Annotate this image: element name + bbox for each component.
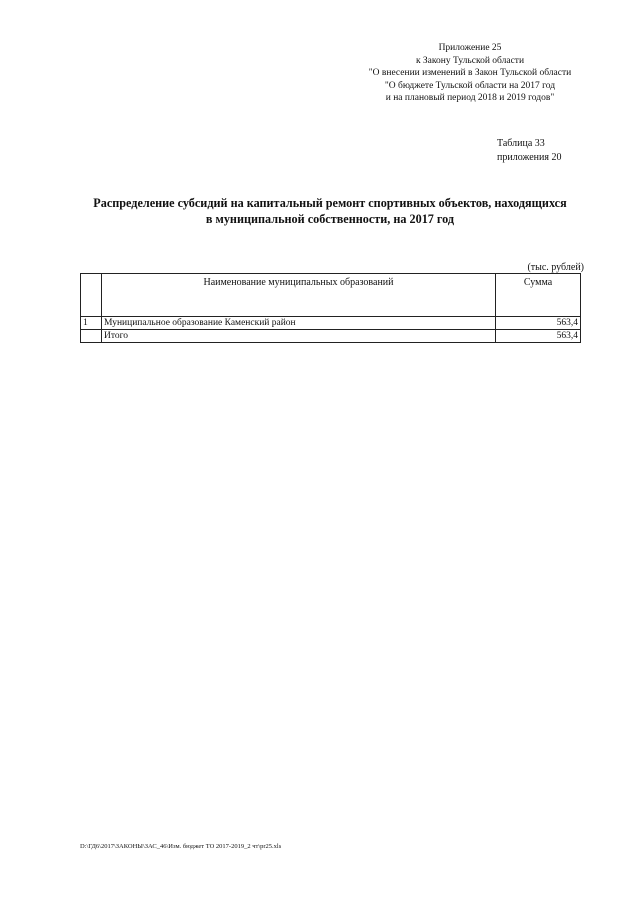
row-sum: 563,4: [496, 330, 581, 343]
appendix-number: приложения 20: [497, 151, 562, 163]
row-sum: 563,4: [496, 317, 581, 330]
subsidy-table: [80, 273, 581, 343]
table-header-row: [81, 274, 581, 317]
table-reference: [497, 137, 561, 164]
header-num: [81, 274, 102, 317]
units-label: (тыс. рублей): [527, 262, 584, 273]
table-total-row: [81, 330, 581, 343]
row-name: Итого: [102, 330, 496, 343]
appendix-line: "О внесении изменений в Закон Тульской области: [368, 68, 572, 78]
title-line: в муниципальной собственности, на 2017 год: [205, 212, 455, 226]
appendix-line: к Закону Тульской области: [415, 55, 525, 66]
header-name: Наименование муниципальных образований: [102, 274, 496, 317]
header-sum: Сумма: [496, 274, 581, 317]
document-title: [60, 195, 600, 227]
appendix-header: [350, 42, 590, 105]
file-path-footer: D:\ГД6\2017\ЗАКОНЫ\ЗАС_46\Изм. бюджет ТО 2017-2019_2 чт\pr25.xls: [80, 843, 282, 850]
row-num: [81, 330, 102, 343]
appendix-line: "О бюджете Тульской области на 2017 год: [384, 80, 556, 91]
appendix-line: Приложение 25: [438, 43, 502, 53]
title-line: Распределение субсидий на капитальный ремонт спортивных объектов, находящихся: [93, 196, 567, 210]
appendix-line: и на плановый период 2018 и 2019 годов": [385, 93, 555, 103]
row-num: 1: [81, 317, 102, 330]
table-row: [81, 317, 581, 330]
row-name: Муниципальное образование Каменский район: [102, 317, 496, 330]
table-number: Таблица 33: [497, 138, 545, 149]
